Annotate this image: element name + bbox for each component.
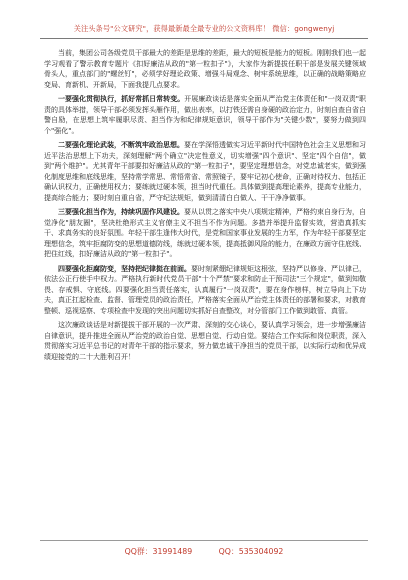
paragraph-body: 要时刻紧绷纪律规矩这根弦，坚持严以修身、严以律己，依法公正行使手中权力。严格执行新时代党员干部"十个严禁"要求和防止干预司法"三个规定"，做到知敬畏、存戒惧、守底线。四要强化担当责任落实，认真履行"一岗双责"，要在身作榜样，树立导向上下功夫，真正扛起检查、监督、管理党员的政治责任，严格落实全面从严治党主体责任的部署和要求，对教育整顿、巡视巡察、专项检查中发现的突出问题切实抓好自查整改，对分管部门工作做到敢管、真管。 xyxy=(44,264,366,316)
paragraph-1 xyxy=(44,48,366,90)
paragraph-body: 要从以贯之落实中央八项规定精神，严格约束自身行为，自觉净化"朋友圈"，坚决杜绝形式主义官僚主义不担当不作为问题。多措并举提升监督实效，营造真抓实干、求真务实的良好氛围。年轻干部生逢伟大时代，是党和国家事业发展的生力军，作为年轻干部要坚定理想信念，筑牢拒腐防变的思想道德防线，练就过硬本领，提高抵御风险的能力，在廉政方面守住底线、把住红线，扣好廉洁从政的"第一粒扣子"。 xyxy=(44,208,366,259)
header-divider xyxy=(40,38,368,39)
paragraph-body: 这次廉政谈话是对新提拔干部开展的一次严肃、深刻的交心谈心，要认真学习领会，进一步增强廉洁自律意识，提升推进全面从严治党的政治自觉、思想自觉、行动自觉。要结合工作实际和岗位职责，深入贯彻落实习近平总书记的对青年干部的指示要求，努力做忠诚干净担当的党员干部，以实际行动和优异成绩迎接党的二十大胜利召开！ xyxy=(44,321,366,361)
paragraph-6 xyxy=(44,320,366,362)
paragraph-lead: 三要强化担当作为，持续巩固作风建设。 xyxy=(58,208,184,217)
footer-qq-group: QQ群：31991489 xyxy=(124,547,193,556)
document-body xyxy=(44,48,366,366)
paragraph-lead: 四要强化拒腐防变，坚持把纪律挺在前面。 xyxy=(58,264,191,273)
paragraph-body: 要在学深悟透做实习近平新时代中国特色社会主义思想和习近平法治思想上下功夫，深刻理解"两个确立"决定性意义，切实增强"四个意识"、坚定"四个自信"，做到"两个维护"。尤其青年干部要扣好廉洁从政的"第一粒扣子"，要坚定理想信念，对党忠诚老实，做到强化制度思维和底线思维，坚持常学常思、常悟常省、常照镜子，要牢记初心使命，正确对待权力、包括正确认识权力，正确使用权力；要练就过硬本领，担当时代重任。具体做到提高理论素养，提高专业能力，提高综合能力；要时刻自重自省，严守纪法规矩，做到清清白白做人、干干净净做事。 xyxy=(44,140,366,202)
paragraph-2 xyxy=(44,94,366,136)
footer-qq: QQ：535304092 xyxy=(218,547,284,556)
paragraph-5 xyxy=(44,264,366,317)
paragraph-lead: 一要强化贯彻执行，抓好常抓日常转变。 xyxy=(58,94,185,103)
page-header: 关注头条号"公文研究"，获得最新最全最专业的公文资料库！ 微信：gongwenyj xyxy=(73,24,335,33)
paragraph-lead: 二要强化理论武装，不断筑牢政治思想。 xyxy=(58,140,184,149)
page-footer xyxy=(0,546,408,557)
paragraph-4 xyxy=(44,207,366,260)
paragraph-body: 开展廉政谈话是落实全面从严治党主体责任和"一岗双责"职责的具体举措，领导干部必须发挥头雁作用，做出表率，以打铁还需自身硬的政治定力，时刻自查自省自警自励，在思想上筑牢履职尽责、担当作为和纪律规矩意识，领导干部作为"关键少数"，要努力做到四个"强化"。 xyxy=(44,94,366,135)
paragraph-3 xyxy=(44,140,366,204)
paragraph-body: 当前，集团公司各级党员干部最大的差距是思维的差距，最大的短板是能力的短板。刚刚我们也一起学习观看了警示教育专题片《扣好廉洁从政的"第一粒扣子"》，大家作为新提拔任职干部是发展关键领域骨头人，重点部门的"螺丝钉"，必须学好理论政策、增强斗局观念、树牢系统思维，以正确的战略策略应变局、育新机、开新局，下面我提几点要求。 xyxy=(44,49,366,89)
footer-divider xyxy=(40,540,368,541)
